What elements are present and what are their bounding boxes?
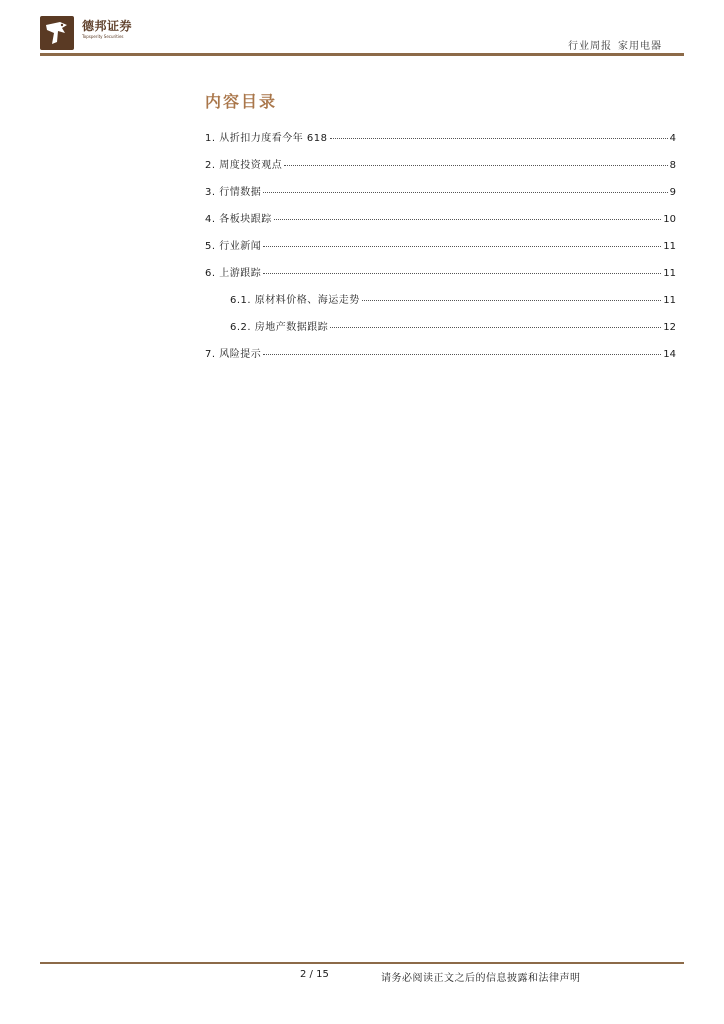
toc-entry-label: 6.1. 原材料价格、海运走势 <box>230 295 360 306</box>
brand-name-en: Topsperity Securities <box>82 34 124 39</box>
toc-leader-dots <box>263 246 661 247</box>
dragon-logo-icon <box>40 16 74 50</box>
toc-entry-label: 7. 风险提示 <box>205 349 262 360</box>
legal-disclaimer: 请务必阅读正文之后的信息披露和法律声明 <box>381 973 581 984</box>
footer-divider <box>40 962 684 964</box>
toc-entry-page: 11 <box>663 295 676 306</box>
toc-subentry[interactable] <box>205 291 676 318</box>
toc-entry-label: 3. 行情数据 <box>205 187 262 198</box>
toc-leader-dots <box>330 327 661 328</box>
toc-leader-dots <box>330 138 668 139</box>
toc-entry-label: 6. 上游跟踪 <box>205 268 262 279</box>
page-number: 2 / 15 <box>300 969 329 980</box>
toc-subentry[interactable] <box>205 318 676 345</box>
toc-leader-dots <box>284 165 667 166</box>
toc-entry-page: 11 <box>663 268 676 279</box>
toc-entry-label: 1. 从折扣力度看今年 618 <box>205 133 328 144</box>
toc-entry[interactable] <box>205 237 676 264</box>
toc-entry-page: 9 <box>669 187 676 198</box>
company-logo <box>40 16 150 50</box>
toc-leader-dots <box>263 192 667 193</box>
toc-entry-page: 8 <box>669 160 676 171</box>
toc-entry[interactable] <box>205 210 676 237</box>
toc-entry-label: 4. 各板块跟踪 <box>205 214 272 225</box>
toc-entry-page: 14 <box>663 349 676 360</box>
brand-name-cn: 德邦证券 <box>82 19 133 33</box>
toc-entry[interactable] <box>205 129 676 156</box>
toc-entry-label: 5. 行业新闻 <box>205 241 262 252</box>
toc-entry[interactable] <box>205 264 676 291</box>
header-divider <box>40 53 684 56</box>
toc-entry[interactable] <box>205 345 676 372</box>
toc-leader-dots <box>274 219 662 220</box>
toc-entry[interactable] <box>205 156 676 183</box>
toc-entry-label: 6.2. 房地产数据跟踪 <box>230 322 329 333</box>
toc-entry-page: 11 <box>663 241 676 252</box>
toc-entry-page: 12 <box>663 322 676 333</box>
table-of-contents <box>205 129 676 372</box>
toc-entry-label: 2. 周度投资观点 <box>205 160 283 171</box>
report-header-info <box>568 37 662 52</box>
toc-entry-page: 4 <box>669 133 676 144</box>
toc-leader-dots <box>263 354 661 355</box>
toc-leader-dots <box>263 273 661 274</box>
report-type: 行业周报 <box>568 41 612 52</box>
toc-leader-dots <box>362 300 662 301</box>
industry-name: 家用电器 <box>618 41 662 52</box>
toc-entry[interactable] <box>205 183 676 210</box>
toc-title: 内容目录 <box>205 92 278 111</box>
toc-entry-page: 10 <box>663 214 676 225</box>
